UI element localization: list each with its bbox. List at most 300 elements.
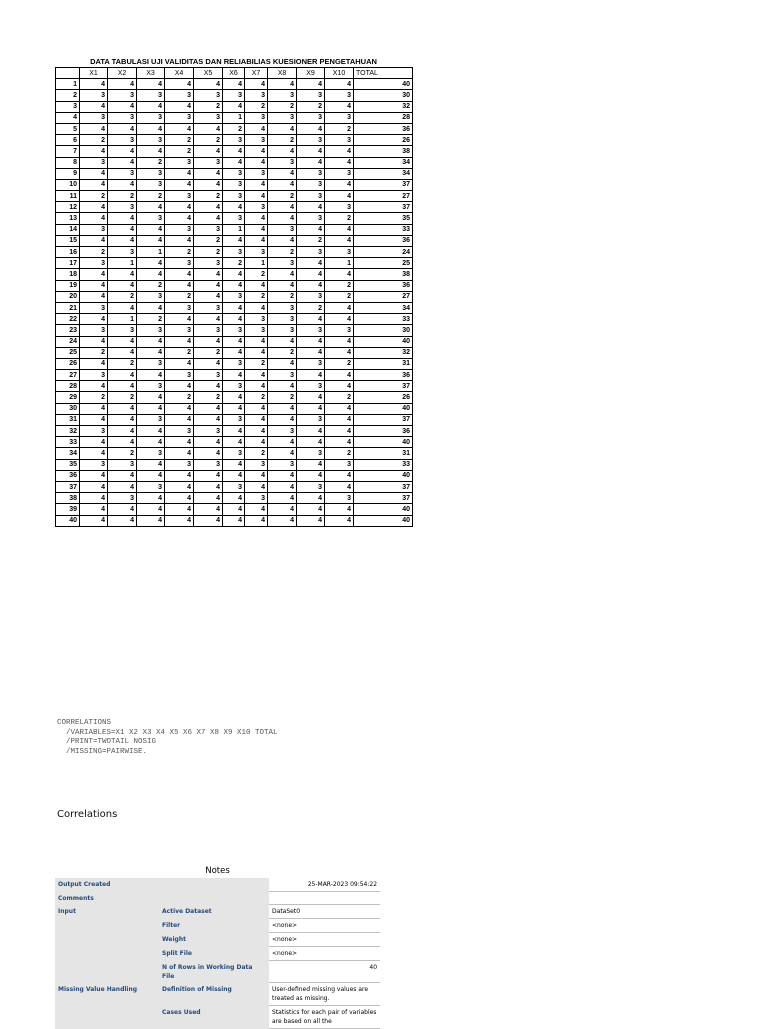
table-cell: 4	[165, 504, 194, 515]
table-cell: 3	[297, 414, 325, 425]
table-cell: 40	[354, 470, 413, 481]
table-cell: 37	[354, 493, 413, 504]
table-cell: 4	[223, 459, 245, 470]
row-number-cell: 28	[56, 381, 80, 392]
row-number-cell: 30	[56, 403, 80, 414]
table-cell: 3	[325, 493, 354, 504]
syntax-line: /PRINT=TWOTAIL NOSIG	[57, 738, 157, 746]
notes-label-spacer	[55, 961, 159, 983]
table-cell: 3	[108, 493, 137, 504]
table-cell: 4	[223, 280, 245, 291]
table-cell: 4	[137, 347, 165, 358]
notes-label-spacer	[55, 933, 159, 947]
table-cell: 4	[223, 392, 245, 403]
header-cell: X2	[108, 68, 137, 79]
table-cell: 4	[297, 370, 325, 381]
notes-value: 25-MAR-2023 09:54:22	[269, 878, 380, 892]
table-cell: 4	[194, 168, 223, 179]
table-cell: 2	[108, 358, 137, 369]
table-cell: 4	[268, 515, 297, 526]
table-cell: 4	[80, 123, 108, 134]
row-number-cell: 20	[56, 291, 80, 302]
notes-row	[55, 961, 380, 983]
notes-value: 40	[269, 961, 380, 983]
table-cell: 4	[297, 459, 325, 470]
table-cell: 4	[245, 470, 268, 481]
header-cell: X7	[245, 68, 268, 79]
table-cell: 2	[194, 101, 223, 112]
table-cell: 4	[297, 504, 325, 515]
table-cell: 2	[165, 146, 194, 157]
syntax-line: CORRELATIONS	[57, 719, 112, 727]
table-cell: 3	[245, 202, 268, 213]
table-cell: 2	[194, 392, 223, 403]
table-row	[56, 437, 413, 448]
table-cell: 3	[245, 135, 268, 146]
table-cell: 2	[325, 448, 354, 459]
table-cell: 32	[354, 101, 413, 112]
table-cell: 3	[80, 302, 108, 313]
table-cell: 4	[80, 470, 108, 481]
table-cell: 4	[137, 302, 165, 313]
table-cell: 1	[108, 314, 137, 325]
table-cell: 3	[165, 370, 194, 381]
table-cell: 4	[165, 101, 194, 112]
table-cell: 36	[354, 280, 413, 291]
table-cell: 4	[268, 381, 297, 392]
table-cell: 4	[297, 347, 325, 358]
table-cell: 2	[245, 269, 268, 280]
table-cell: 3	[137, 291, 165, 302]
table-cell: 4	[80, 381, 108, 392]
row-number-cell: 13	[56, 213, 80, 224]
table-row	[56, 168, 413, 179]
notes-row	[55, 1006, 380, 1029]
table-cell: 3	[297, 247, 325, 258]
table-cell: 4	[165, 280, 194, 291]
table-cell: 2	[80, 191, 108, 202]
table-cell: 4	[268, 481, 297, 492]
table-cell: 3	[165, 325, 194, 336]
table-cell: 4	[108, 336, 137, 347]
table-cell: 4	[80, 515, 108, 526]
table-cell: 4	[165, 179, 194, 190]
table-cell: 4	[245, 157, 268, 168]
table-cell: 4	[245, 381, 268, 392]
header-cell: X10	[325, 68, 354, 79]
table-cell: 2	[137, 191, 165, 202]
table-cell: 4	[223, 370, 245, 381]
table-cell: 3	[297, 168, 325, 179]
table-cell: 37	[354, 202, 413, 213]
table-cell: 3	[108, 112, 137, 123]
table-cell: 3	[223, 358, 245, 369]
table-cell: 3	[325, 325, 354, 336]
table-cell: 4	[223, 470, 245, 481]
table-cell: 24	[354, 247, 413, 258]
notes-label: Missing Value Handling	[55, 983, 159, 1006]
table-cell: 4	[325, 157, 354, 168]
table-cell: 4	[80, 414, 108, 425]
table-cell: 3	[194, 224, 223, 235]
row-number-cell: 16	[56, 247, 80, 258]
table-cell: 2	[297, 235, 325, 246]
table-row	[56, 146, 413, 157]
table-cell: 40	[354, 515, 413, 526]
table-cell: 4	[108, 504, 137, 515]
table-cell: 3	[137, 168, 165, 179]
table-cell: 3	[194, 459, 223, 470]
tabulation-section	[55, 56, 412, 527]
table-cell: 4	[223, 336, 245, 347]
row-number-cell: 17	[56, 258, 80, 269]
table-title: DATA TABULASI UJI VALIDITAS DAN RELIABILIAS KUESIONER PENGETAHUAN	[90, 57, 377, 66]
table-row	[56, 459, 413, 470]
table-cell: 4	[245, 370, 268, 381]
notes-label-spacer	[55, 919, 159, 933]
row-number-cell: 21	[56, 302, 80, 313]
table-cell: 2	[245, 448, 268, 459]
table-cell: 4	[80, 358, 108, 369]
table-cell: 3	[297, 213, 325, 224]
table-cell: 37	[354, 481, 413, 492]
table-cell: 3	[245, 493, 268, 504]
table-cell: 4	[108, 426, 137, 437]
row-number-cell: 5	[56, 123, 80, 134]
table-cell: 33	[354, 224, 413, 235]
table-cell: 1	[245, 258, 268, 269]
table-cell: 4	[297, 269, 325, 280]
table-cell: 4	[245, 481, 268, 492]
table-body	[56, 79, 413, 527]
table-row	[56, 224, 413, 235]
syntax-line: /VARIABLES=X1 X2 X3 X4 X5 X6 X7 X8 X9 X10 TOTAL	[57, 728, 278, 737]
table-cell: 4	[297, 157, 325, 168]
row-number-cell: 7	[56, 146, 80, 157]
table-cell: 2	[80, 135, 108, 146]
table-cell: 3	[137, 448, 165, 459]
table-cell: 4	[137, 392, 165, 403]
table-cell: 4	[194, 481, 223, 492]
row-number-cell: 12	[56, 202, 80, 213]
table-cell: 36	[354, 370, 413, 381]
notes-row	[55, 878, 380, 892]
table-cell: 3	[245, 325, 268, 336]
table-cell: 4	[223, 146, 245, 157]
table-cell: 3	[268, 370, 297, 381]
table-cell: 4	[223, 235, 245, 246]
table-cell: 3	[223, 213, 245, 224]
row-number-cell: 19	[56, 280, 80, 291]
table-cell: 4	[268, 213, 297, 224]
table-cell: 4	[325, 224, 354, 235]
table-cell: 4	[165, 269, 194, 280]
table-cell: 4	[325, 314, 354, 325]
table-cell: 4	[80, 179, 108, 190]
table-cell: 4	[245, 515, 268, 526]
table-cell: 2	[297, 101, 325, 112]
table-cell: 31	[354, 448, 413, 459]
table-cell: 3	[223, 247, 245, 258]
section-heading: Correlations	[57, 809, 118, 820]
table-cell: 3	[268, 314, 297, 325]
table-cell: 4	[137, 336, 165, 347]
table-cell: 4	[245, 191, 268, 202]
table-cell: 4	[80, 280, 108, 291]
notes-sublabel: N of Rows in Working Data File	[159, 961, 269, 983]
table-cell: 3	[194, 90, 223, 101]
table-row	[56, 392, 413, 403]
table-cell: 4	[80, 437, 108, 448]
table-cell: 4	[80, 101, 108, 112]
table-cell: 3	[137, 358, 165, 369]
table-cell: 3	[325, 459, 354, 470]
table-cell: 3	[223, 90, 245, 101]
table-cell: 31	[354, 358, 413, 369]
table-cell: 3	[297, 135, 325, 146]
table-cell: 4	[245, 504, 268, 515]
table-cell: 3	[80, 426, 108, 437]
table-cell: 3	[268, 112, 297, 123]
notes-row	[55, 983, 380, 1006]
table-cell: 34	[354, 157, 413, 168]
table-cell: 3	[325, 135, 354, 146]
notes-label: Input	[55, 905, 159, 919]
table-cell: 4	[137, 235, 165, 246]
table-cell: 2	[165, 347, 194, 358]
row-number-cell: 10	[56, 179, 80, 190]
table-cell: 2	[165, 247, 194, 258]
table-cell: 3	[268, 325, 297, 336]
notes-value	[269, 892, 380, 905]
table-cell: 4	[297, 515, 325, 526]
table-cell: 4	[325, 403, 354, 414]
data-table	[55, 67, 413, 527]
table-row	[56, 414, 413, 425]
table-cell: 4	[194, 493, 223, 504]
table-row	[56, 347, 413, 358]
table-cell: 2	[245, 291, 268, 302]
table-cell: 4	[137, 146, 165, 157]
table-cell: 4	[137, 79, 165, 90]
table-cell: 40	[354, 79, 413, 90]
table-cell: 4	[165, 358, 194, 369]
table-cell: 3	[108, 168, 137, 179]
table-cell: 1	[223, 224, 245, 235]
table-cell: 4	[80, 213, 108, 224]
table-cell: 4	[108, 302, 137, 313]
table-cell: 4	[325, 414, 354, 425]
table-row	[56, 314, 413, 325]
table-cell: 3	[80, 370, 108, 381]
table-cell: 3	[194, 426, 223, 437]
notes-row	[55, 919, 380, 933]
table-cell: 37	[354, 179, 413, 190]
row-number-cell: 36	[56, 470, 80, 481]
notes-value: <none>	[269, 933, 380, 947]
table-cell: 2	[268, 135, 297, 146]
table-cell: 2	[268, 101, 297, 112]
header-cell: X4	[165, 68, 194, 79]
table-cell: 4	[165, 437, 194, 448]
table-cell: 4	[245, 280, 268, 291]
table-cell: 4	[80, 146, 108, 157]
table-cell: 3	[297, 358, 325, 369]
table-cell: 4	[325, 437, 354, 448]
notes-sublabel: Active Dataset	[159, 905, 269, 919]
table-cell: 4	[137, 403, 165, 414]
table-cell: 4	[325, 515, 354, 526]
table-cell: 3	[165, 258, 194, 269]
row-number-cell: 24	[56, 336, 80, 347]
header-cell: X8	[268, 68, 297, 79]
table-cell: 3	[268, 426, 297, 437]
table-cell: 3	[165, 90, 194, 101]
table-row	[56, 493, 413, 504]
table-cell: 4	[268, 336, 297, 347]
table-cell: 4	[325, 179, 354, 190]
table-cell: 2	[137, 157, 165, 168]
table-cell: 4	[108, 179, 137, 190]
table-cell: 4	[80, 448, 108, 459]
table-cell: 4	[194, 381, 223, 392]
table-cell: 4	[108, 370, 137, 381]
table-cell: 3	[297, 381, 325, 392]
table-cell: 4	[137, 101, 165, 112]
table-cell: 4	[268, 470, 297, 481]
table-row	[56, 291, 413, 302]
table-cell: 25	[354, 258, 413, 269]
table-cell: 4	[194, 403, 223, 414]
table-cell: 4	[80, 504, 108, 515]
table-cell: 4	[268, 437, 297, 448]
table-cell: 3	[194, 157, 223, 168]
table-cell: 4	[137, 224, 165, 235]
table-cell: 3	[108, 325, 137, 336]
table-cell: 2	[223, 258, 245, 269]
table-cell: 2	[325, 358, 354, 369]
table-cell: 4	[297, 437, 325, 448]
table-cell: 4	[268, 269, 297, 280]
table-cell: 4	[165, 448, 194, 459]
table-cell: 1	[108, 258, 137, 269]
table-cell: 4	[165, 123, 194, 134]
table-cell: 4	[297, 314, 325, 325]
notes-row	[55, 892, 380, 905]
table-cell: 3	[137, 481, 165, 492]
table-row	[56, 470, 413, 481]
table-cell: 4	[108, 235, 137, 246]
table-cell: 3	[268, 258, 297, 269]
table-cell: 4	[165, 336, 194, 347]
table-cell: 2	[165, 291, 194, 302]
row-number-cell: 23	[56, 325, 80, 336]
notes-sublabel: Cases Used	[159, 1006, 269, 1029]
table-cell: 4	[108, 146, 137, 157]
table-cell: 36	[354, 235, 413, 246]
table-cell: 4	[325, 381, 354, 392]
table-cell: 2	[194, 191, 223, 202]
table-cell: 4	[297, 280, 325, 291]
table-cell: 27	[354, 191, 413, 202]
table-cell: 4	[108, 381, 137, 392]
table-cell: 4	[165, 481, 194, 492]
table-cell: 4	[80, 269, 108, 280]
notes-row	[55, 933, 380, 947]
table-cell: 3	[223, 168, 245, 179]
table-cell: 4	[137, 426, 165, 437]
table-cell: 4	[165, 202, 194, 213]
table-cell: 3	[245, 112, 268, 123]
table-cell: 40	[354, 437, 413, 448]
table-cell: 4	[325, 347, 354, 358]
table-cell: 4	[137, 459, 165, 470]
table-row	[56, 157, 413, 168]
table-cell: 33	[354, 314, 413, 325]
row-number-cell: 2	[56, 90, 80, 101]
header-cell: X3	[137, 68, 165, 79]
table-cell: 4	[108, 470, 137, 481]
table-cell: 4	[245, 213, 268, 224]
table-cell: 4	[137, 515, 165, 526]
table-cell: 4	[137, 258, 165, 269]
table-row	[56, 101, 413, 112]
row-number-cell: 3	[56, 101, 80, 112]
table-cell: 4	[194, 504, 223, 515]
table-row	[56, 336, 413, 347]
table-cell: 3	[245, 314, 268, 325]
table-cell: 4	[194, 358, 223, 369]
table-cell: 4	[137, 437, 165, 448]
row-number-cell: 6	[56, 135, 80, 146]
row-number-cell: 11	[56, 191, 80, 202]
table-cell: 1	[137, 247, 165, 258]
table-cell: 4	[194, 414, 223, 425]
table-cell: 2	[137, 314, 165, 325]
table-cell: 40	[354, 336, 413, 347]
table-cell: 4	[268, 202, 297, 213]
notes-label-spacer	[55, 1006, 159, 1029]
table-cell: 4	[108, 403, 137, 414]
notes-value: <none>	[269, 919, 380, 933]
notes-row	[55, 905, 380, 919]
table-cell: 4	[194, 123, 223, 134]
row-number-cell: 40	[56, 515, 80, 526]
table-cell: 2	[194, 247, 223, 258]
table-row	[56, 448, 413, 459]
table-cell: 2	[165, 135, 194, 146]
table-cell: 26	[354, 392, 413, 403]
table-cell: 4	[137, 504, 165, 515]
table-row	[56, 403, 413, 414]
table-cell: 3	[108, 90, 137, 101]
table-cell: 3	[245, 90, 268, 101]
table-cell: 3	[223, 325, 245, 336]
table-cell: 4	[108, 515, 137, 526]
table-cell: 2	[268, 347, 297, 358]
table-row	[56, 258, 413, 269]
table-cell: 4	[194, 336, 223, 347]
table-row	[56, 235, 413, 246]
table-cell: 4	[297, 79, 325, 90]
row-number-cell: 37	[56, 481, 80, 492]
table-cell: 4	[80, 493, 108, 504]
table-cell: 4	[268, 358, 297, 369]
table-cell: 1	[325, 258, 354, 269]
notes-table	[55, 878, 380, 1029]
table-cell: 4	[325, 426, 354, 437]
table-cell: 3	[80, 112, 108, 123]
